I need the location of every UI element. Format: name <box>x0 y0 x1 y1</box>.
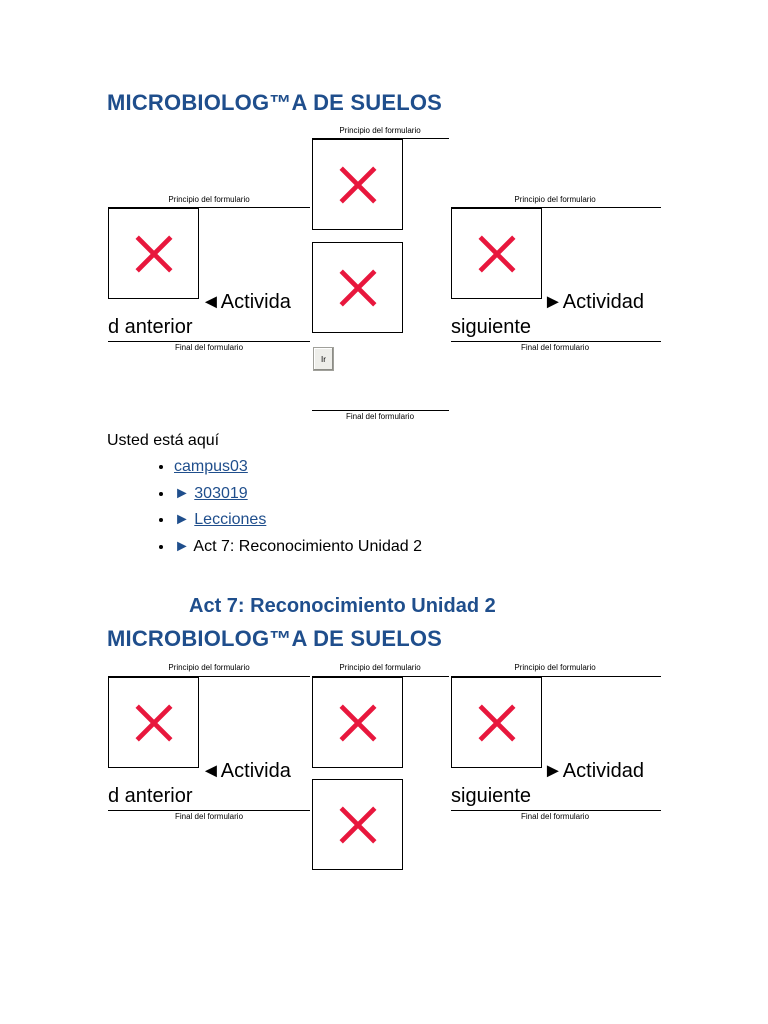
previous-activity-link[interactable]: d anterior <box>108 785 193 807</box>
broken-image <box>312 677 403 768</box>
broken-image-icon <box>337 164 379 206</box>
form-divider <box>108 341 310 342</box>
form-end-label: Final del formulario <box>174 812 244 821</box>
previous-activity-link[interactable]: d anterior <box>108 316 193 338</box>
broken-image <box>108 208 199 299</box>
form-end-label: Final del formulario <box>345 412 415 421</box>
go-button[interactable]: Ir <box>313 347 334 371</box>
broken-image <box>312 139 403 230</box>
form-start-label: Principio del formulario <box>339 663 421 672</box>
form-end-label: Final del formulario <box>174 343 244 352</box>
breadcrumb-separator: ► <box>174 511 195 528</box>
breadcrumb-link-campus03[interactable]: campus03 <box>174 458 248 475</box>
breadcrumb-item <box>174 507 574 534</box>
next-activity-link[interactable]: ►Actividad <box>543 291 644 313</box>
breadcrumb-separator: ► <box>174 537 194 555</box>
breadcrumb-item <box>174 454 574 481</box>
broken-image-icon <box>133 233 175 275</box>
breadcrumb-item <box>174 481 574 508</box>
broken-image-icon <box>337 702 379 744</box>
breadcrumb-current: Act 7: Reconocimiento Unidad 2 <box>193 537 422 555</box>
activity-title: Act 7: Reconocimiento Unidad 2 <box>189 595 496 617</box>
form-end-label: Final del formulario <box>520 343 590 352</box>
form-divider <box>451 341 661 342</box>
form-divider <box>108 810 310 811</box>
form-end-label: Final del formulario <box>520 812 590 821</box>
broken-image-icon <box>337 267 379 309</box>
form-divider <box>451 810 661 811</box>
form-start-label: Principio del formulario <box>339 126 421 135</box>
previous-activity-link[interactable]: ◄Activida <box>201 760 291 782</box>
next-activity-link[interactable]: siguiente <box>451 316 532 338</box>
previous-activity-link[interactable]: ◄Activida <box>201 291 291 313</box>
next-activity-link[interactable]: siguiente <box>451 785 532 807</box>
broken-image <box>108 677 199 768</box>
page-title: MICROBIOLOG™A DE SUELOS <box>107 90 443 115</box>
breadcrumb-item <box>174 534 574 561</box>
breadcrumb-link-303019[interactable]: 303019 <box>194 484 248 502</box>
breadcrumb <box>150 454 574 560</box>
breadcrumb-link-lecciones[interactable]: Lecciones <box>194 511 267 528</box>
breadcrumb-title: Usted está aquí <box>107 432 220 449</box>
form-start-label: Principio del formulario <box>514 195 596 204</box>
broken-image-icon <box>133 702 175 744</box>
form-start-label: Principio del formulario <box>168 663 250 672</box>
broken-image <box>312 779 403 870</box>
form-start-label: Principio del formulario <box>514 663 596 672</box>
broken-image-icon <box>476 233 518 275</box>
form-start-label: Principio del formulario <box>168 195 250 204</box>
broken-image <box>312 242 403 333</box>
page-title: MICROBIOLOG™A DE SUELOS <box>107 626 443 651</box>
breadcrumb-separator: ► <box>174 484 195 502</box>
form-divider <box>312 410 449 411</box>
broken-image-icon <box>337 804 379 846</box>
broken-image <box>451 677 542 768</box>
next-activity-link[interactable]: ►Actividad <box>543 760 644 782</box>
broken-image <box>451 208 542 299</box>
broken-image-icon <box>476 702 518 744</box>
